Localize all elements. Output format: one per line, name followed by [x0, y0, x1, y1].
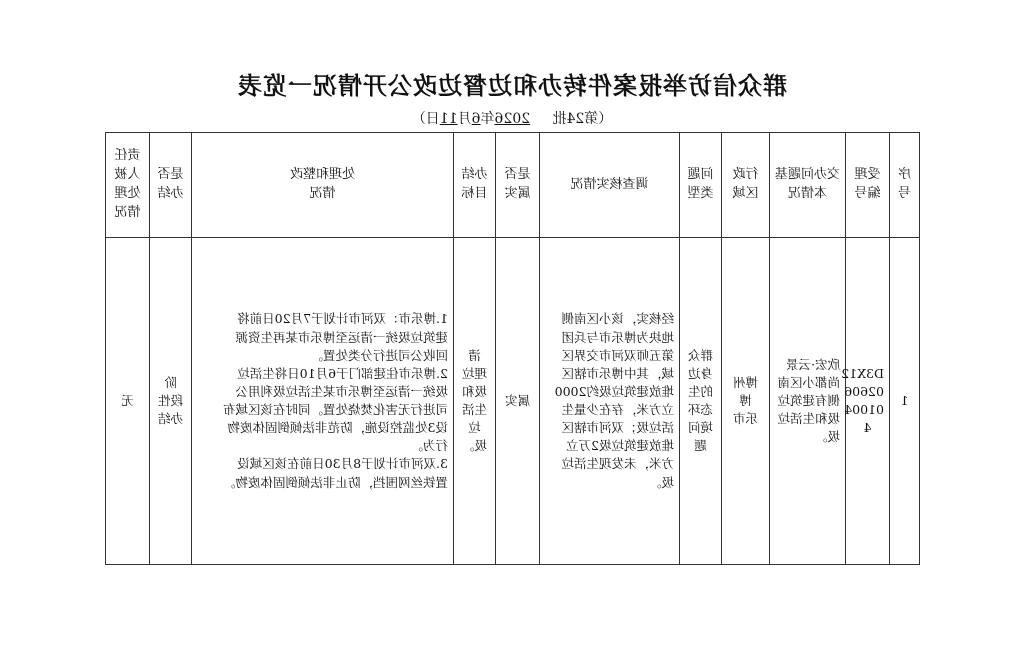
header-responsible: 责任 人被 处理 情况 [106, 133, 150, 238]
header-is-closed: 是否 办结 [150, 133, 192, 238]
document-subtitle [0, 108, 1024, 128]
month-value: 6 [471, 111, 481, 127]
cell-seq: 1 [890, 238, 920, 565]
cell-investigation: 经核实，该小区南侧 地块为博乐市与兵团 第五师双河市交界区 域，其中博乐市辖区 堆放建筑垃圾约2000 立方米，存在少量生 活垃圾；双河市辖区 堆放建筑垃圾2万立 方米，未发现生活垃 圾。 [540, 238, 680, 565]
table-row [106, 238, 920, 565]
header-problem-type: 问题 类型 [680, 133, 722, 238]
header-is-true: 是否 属实 [496, 133, 540, 238]
header-investigation: 调查核实情况 [540, 133, 680, 238]
table-header-row [106, 133, 920, 238]
month-suffix: 月 [457, 111, 472, 127]
cell-responsible: 无 [106, 238, 150, 565]
header-region: 行政 区域 [722, 133, 770, 238]
year-suffix: 年 [480, 111, 495, 127]
header-handling: 处理和整改 情况 [192, 133, 454, 238]
header-goal: 办结 目标 [454, 133, 496, 238]
header-receipt-no: 受理 编号 [846, 133, 890, 238]
document-title: 群众信访举报案件转办和边督边改公开情况一览表 [237, 71, 787, 100]
case-table [105, 132, 920, 565]
day-value: 11 [439, 111, 458, 127]
subtitle-open: （第 [584, 111, 613, 127]
day-suffix: 日） [411, 111, 440, 127]
cell-is-true: 属实 [496, 238, 540, 565]
year-value: 2026 [494, 111, 531, 127]
batch-suffix: 批 [552, 111, 567, 127]
batch-number: 24 [566, 111, 585, 127]
header-seq: 序号 [890, 133, 920, 238]
cell-goal: 清 理垃 圾和 生活 垃 圾。 [454, 238, 496, 565]
cell-handling: 1.博乐市：双河市计划于7月20日前将 建筑垃圾统一清运至博乐市某再生资源 回收公司进行分类处置。 2.博乐市住建部门于6月10日将生活垃 圾统一清运至博乐市某生活垃圾利用公 司进行无害化焚烧处置。同时在该区域布 设3处监控设施，防范非法倾倒固体废物 行为。 3.双河市计划于8月30日前在该区域设 置铁丝网围挡，防止非法倾倒固体废物。 [192, 238, 454, 565]
cell-receipt-no: D3X12 02606 01004 4 [846, 238, 890, 565]
cell-region: 博州博 乐市 [722, 238, 770, 565]
header-basic-info: 交办问题基 本情况 [770, 133, 846, 238]
cell-is-closed: 阶 段性 办结 [150, 238, 192, 565]
cell-basic-info: 欣宏·云景 尚都小区南 侧有建筑垃 圾和生活垃 圾。 [770, 238, 846, 565]
cell-problem-type: 群众 身边 的生 态环 境问 题 [680, 238, 722, 565]
